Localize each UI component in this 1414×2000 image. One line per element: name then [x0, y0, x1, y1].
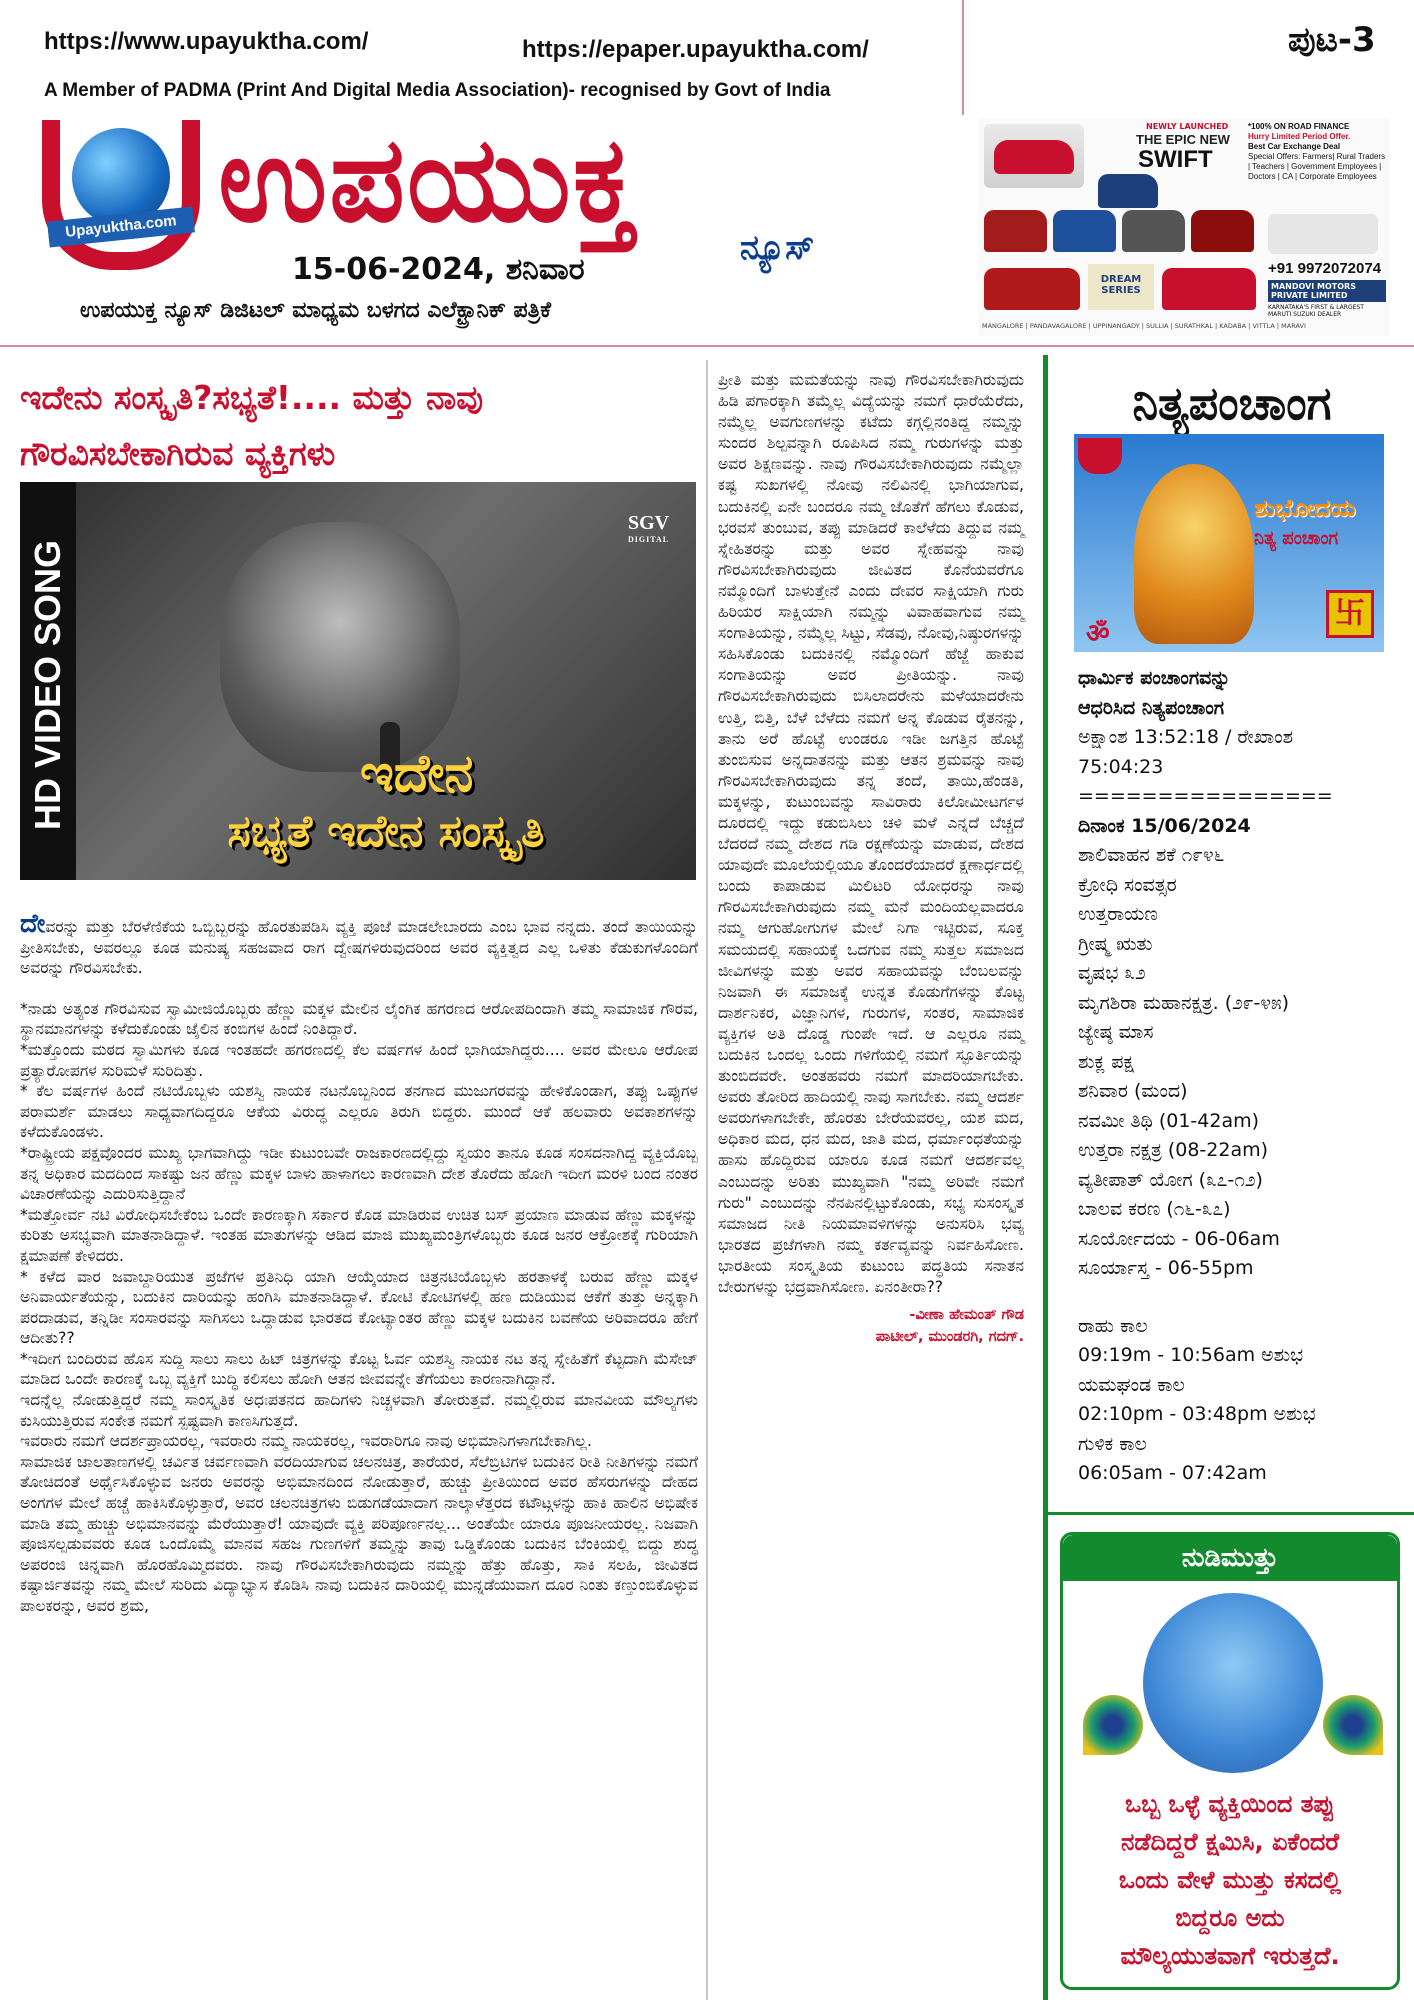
- quote-line-1: ಒಬ್ಬ ಒಳ್ಳೆ ವ್ಯಕ್ತಿಯಿಂದ ತಪ್ಪು: [1125, 1790, 1335, 1818]
- panchanga-subtitle-1: ಧಾರ್ಮಿಕ ಪಂಚಾಂಗವನ್ನು: [1078, 667, 1231, 689]
- yamaghanda-label: ಯಮಘಂಡ ಕಾಲ: [1078, 1373, 1185, 1396]
- paragraph-3: *ಮತ್ತೊಂದು ಮಠದ ಸ್ವಾಮಿಗಳು ಕೂಡ ಇಂತಹದೇ ಹಗರಣದಲ್ಲಿ ಕೆಲ ವರ್ಷಗಳ ಹಿಂದೆ ಭಾಗಿಯಾಗಿದ್ದರು.... ಅವರ ಮೇಲೂ ಆರೋಪ ಪ್ರತ್ಯಾರೋಪಗಳ ಸುರಿಮಳೆ ಸುರಿದಿತ್ತು.: [20, 1040, 698, 1080]
- gulika-time: 06:05am - 07:42am: [1078, 1462, 1267, 1484]
- ad-offer-2: Hurry Limited Period Offer.: [1248, 132, 1351, 141]
- ad-dealer: MANDOVI MOTORS PRIVATE LIMITED: [1268, 280, 1386, 302]
- singer-figure: [220, 522, 460, 772]
- panchanga-gap: [1078, 1284, 1398, 1312]
- car-image-red: [984, 124, 1084, 188]
- panchanga-line-1: ಶಾಲಿವಾಹನ ಶಕೆ ೧೯೪೬: [1078, 844, 1225, 866]
- sgv-logo-text: SGV: [628, 512, 670, 534]
- gulika-label: ಗುಳಿಕ ಕಾಲ: [1078, 1432, 1147, 1455]
- quote-header: ನುಡಿಮುತ್ತು: [1063, 1535, 1397, 1581]
- car-image-red-3: [1162, 268, 1256, 310]
- panchanga-line-15: ಸೂರ್ಯಾಸ್ತ - 06-55pm: [1078, 1257, 1254, 1279]
- ad-dealer-sub: KARNATAKA'S FIRST & LARGEST MARUTI SUZUKI DEALER: [1268, 304, 1364, 318]
- header-rule: [0, 345, 1414, 347]
- author-signature: [718, 1304, 1024, 1348]
- quote-text: [1063, 1785, 1397, 1975]
- panchanga-title: ನಿತ್ಯಪಂಚಾಂಗ: [1132, 376, 1332, 430]
- author-place: ಪಾಟೀಲ್, ಮುಂಡರಗಿ, ಗದಗ್.: [875, 1329, 1024, 1346]
- issue-date: 15-06-2024, ಶನಿವಾರ: [292, 252, 585, 287]
- paragraph-spacer: [20, 979, 698, 999]
- panchanga-line-14: ಸೂರ್ಯೋದಯ - 06-06am: [1078, 1227, 1280, 1250]
- sgv-logo: [628, 512, 669, 544]
- panchanga-line-8: ಶುಕ್ಲ ಪಕ್ಷ: [1078, 1050, 1134, 1073]
- om-icon: ॐ: [1086, 619, 1110, 649]
- ad-phone[interactable]: +91 9972072074: [1268, 260, 1382, 277]
- paragraph-11: ಸಾಮಾಜಿಕ ಜಾಲತಾಣಗಳಲ್ಲಿ ಚರ್ವಿತ ಚರ್ವಣವಾಗಿ ವರದಿಯಾಗುವ ಚಲನಚಿತ್ರ, ತಾರೆಯರ, ಸೆಲೆಬ್ರಿಟಿಗಳ ಬದುಕಿನ ರೀತಿ ನೀತಿಗಳನ್ನು ನಮಗೆ ತೋಚಿದಂತೆ ಅರ್ಥೈಸಿಕೊಳ್ಳುವ ಜನರು ಅವರನ್ನು ಅಭಿಮಾನದಿಂದ ನೋಡುತ್ತಾರೆ, ಹುಚ್ಚು ಪ್ರೀತಿಯಿಂದ ಅವರ ಹೆಸರುಗಳನ್ನು ದೇಹದ ಅಂಗಗಳ ಮೇಲೆ ಹಚ್ಚೆ ಹಾಕಿಸಿಕೊಳ್ಳುತ್ತಾರೆ, ಅವರ ಚಲನಚಿತ್ರಗಳು ಬಿಡುಗಡೆಯಾದಾಗ ನಾಲ್ಕಾಳೆತ್ತರದ ಕಟೌಟ್ಗಳನ್ನು ಹಾಕಿ ಹಾಲಿನ ಅಭಿಷೇಕ ಮಾಡಿ ತಮ್ಮ ಹುಚ್ಚು ಅಭಿಮಾನವನ್ನು ಮೆರೆಯುತ್ತಾರೆ! ಯಾವುದೇ ವ್ಯಕ್ತಿ ಪರಿಪೂರ್ಣನಲ್ಲ... ಅಂತೆಯೇ ಯಾರೂ ಪೂಜನೀಯರಲ್ಲ. ನಿಜವಾಗಿ ಪೂಜಿಸಲ್ಪಡುವವರು ಕೂಡ ಒಂದೊಮ್ಮೆ ಮಾನವ ಸಹಜ ಗುಣಗಳಿಗೆ ತಮ್ಮನ್ನು ತಾವು ಒಡ್ಡಿಕೊಂಡು ಬದುಕಿನ ಬೆಂಕಿಯಲ್ಲಿ ಬಿದ್ದು ಶುದ್ಧ ಅಪರಂಜಿ ಚಿನ್ನವಾಗಿ ಹೊರಹೊಮ್ಮಿದವರು. ನಾವು ಗೌರವಿಸಬೇಕಾಗಿರುವುದು ನಮ್ಮನ್ನು ಹೆತ್ತು ಹೊತ್ತು, ಸಾಕಿ ಸಲಹಿ, ಜೀವಿತದ ಕಷ್ಟಾರ್ಜಿತವನ್ನು ನಮ್ಮ ಮೇಲೆ ಸುರಿದು ವಿದ್ಯಾಭ್ಯಾಸ ಕೊಡಿಸಿ ನಾವು ಬದುಕಿನ ದಾರಿಯಲ್ಲಿ ಮುನ್ನಡೆಯುವಾಗ ದೂರ ನಿಂತು ಕಣ್ತುಂಬಿಕೊಳ್ಳುವ ಪಾಲಕರನ್ನು, ಅವರ ಶ್ರಮ,: [20, 1452, 698, 1615]
- paragraph-7: * ಕಳೆದ ವಾರ ಜವಾಬ್ದಾರಿಯುತ ಪ್ರಜೆಗಳ ಪ್ರತಿನಿಧಿ ಯಾಗಿ ಆಯ್ಕೆಯಾದ ಚಿತ್ರನಟಿಯೊಬ್ಬಳು ಹರತಾಳಕ್ಕೆ ಬರುವ ಹೆಣ್ಣು ಮಕ್ಕಳ ಅನಿವಾರ್ಯತೆಯನ್ನು, ಬದುಕಿನ ದಾರಿಯನ್ನು ಹಂಗಿಸಿ ಮಾತನಾಡಿದ್ದಾಳೆ. ಕೋಟಿ ಕೋಟಿಗಳಲ್ಲಿ ಹಣ ದುಡಿಯುವ ಆಕೆಗೆ ತುತ್ತು ಅನ್ನಕ್ಕಾಗಿ ಪರದಾಡುವ, ತನ್ನಿಡೀ ಸಂಸಾರವನ್ನು ಸಾಗಿಸಲು ಒದ್ದಾಡುವ ಭಾರತದ ಕೋಟ್ಯಾಂತರ ಹೆಣ್ಣು ಮಕ್ಕಳ ಬದುಕಿನ ಬವಣೆಯ ಅರಿವಾದರೂ ಹೇಗೆ ಆದೀತು??: [20, 1267, 698, 1348]
- quote-line-3: ಒಂದು ವೇಳೆ ಮುತ್ತು ಕಸದಲ್ಲಿ: [1118, 1866, 1342, 1894]
- panchanga-banner: [1074, 434, 1384, 652]
- hd-video-song-label: HD VIDEO SONG: [27, 539, 68, 831]
- panchanga-coords-1: ಅಕ್ಷಾಂಶ 13:52:18 / ರೇಖಾಂಶ: [1078, 726, 1294, 748]
- paragraph-5: *ರಾಷ್ಟ್ರೀಯ ಪಕ್ಷವೊಂದರ ಮುಖ್ಯ ಭಾಗವಾಗಿದ್ದು ಇಡೀ ಕುಟುಂಬವೇ ರಾಜಕಾರಣದಲ್ಲಿದ್ದು ಸ್ವಯಂ ತಾನೂ ಕೂಡ ಸಂಸದನಾಗಿದ್ದ ವ್ಯಕ್ತಿಯೊಬ್ಬ ತನ್ನ ಅಧಿಕಾರ ಮದದಿಂದ ಸಾಕಷ್ಟು ಜನ ಹೆಣ್ಣು ಮಕ್ಕಳ ಬಾಳು ಹಾಳಾಗಲು ಕಾರಣವಾಗಿ ದೇಶ ತೊರೆದು ಹೋಗಿ ಇದೀಗ ಮರಳಿ ಬಂದ ನಂತರ ವಿಚಾರಣೆಯನ್ನು ಎದುರಿಸುತ್ತಿದ್ದಾನೆ: [20, 1143, 698, 1204]
- masthead-subtitle: ನ್ಯೂಸ್: [740, 228, 815, 268]
- panchanga-coords-2: 75:04:23: [1078, 755, 1164, 778]
- quote-box: [1060, 1532, 1400, 1990]
- article-title: [20, 370, 710, 482]
- ad-offer-1: *100% ON ROAD FINANCE: [1248, 122, 1350, 131]
- masthead-title: ಉಪಯುಕ್ತ: [218, 110, 638, 248]
- website-url[interactable]: https://www.upayuktha.com/: [44, 28, 369, 55]
- sidebar-rule: [1048, 1512, 1414, 1515]
- paragraph-2: *ನಾಡು ಅತ್ಯಂತ ಗೌರವಿಸುವ ಸ್ವಾಮೀಜಿಯೊಬ್ಬರು ಹೆಣ್ಣು ಮಕ್ಕಳ ಮೇಲಿನ ಲೈಂಗಿಕ ಹಗರಣದ ಆರೋಪದಿಂದಾಗಿ ತಮ್ಮ ಸಾಮಾಜಿಕ ಗೌರವ, ಸ್ಥಾನಮಾನಗಳನ್ನು ಕಳೆದುಕೊಂಡು ಜೈಲಿನ ಕಂಬಿಗಳ ಹಿಂದೆ ನಿಂತಿದ್ದಾರೆ.: [20, 999, 698, 1039]
- panchanga-line-7: ಜ್ಯೇಷ್ಠ ಮಾಸ: [1078, 1021, 1154, 1043]
- ad-offer-4: Special Offers: Farmers| Rural Traders | Teachers | Government Employees | Doctors | CA | Corporate Employees: [1248, 152, 1386, 181]
- panchanga-line-4: ಗ್ರೀಷ್ಮ ಋತು: [1078, 932, 1153, 955]
- panchanga-line-11: ಉತ್ತರಾ ನಕ್ಷತ್ರ (08-22am): [1078, 1139, 1269, 1161]
- panchanga-line-12: ವ್ಯತೀಪಾತ್ ಯೋಗ (೩೭-೧೨): [1078, 1168, 1263, 1191]
- car-image-blue: [1098, 174, 1158, 208]
- ad-launch-title: THE EPIC NEW: [1136, 132, 1230, 147]
- panchanga-line-5: ವೃಷಭ ೩೨: [1078, 962, 1146, 984]
- paragraph-10: ಇವರಾರು ನಮಗೆ ಆದರ್ಶಪ್ರಾಯರಲ್ಲ, ಇವರಾರು ನಮ್ಮ ನಾಯಕರಲ್ಲ, ಇವರಾರಿಗೂ ನಾವು ಅಭಿಮಾನಿಗಳಾಗಬೇಕಾಗಿಲ್ಲ.: [20, 1432, 592, 1451]
- sgv-logo-sub: DIGITAL: [628, 535, 670, 544]
- yamaghanda-time: 02:10pm - 03:48pm ಅಶುಭ: [1078, 1403, 1316, 1425]
- paragraph-1: [20, 909, 698, 979]
- banner-logo-icon: [1078, 438, 1122, 474]
- peacock-feather-icon: [1083, 1695, 1143, 1755]
- car-row-1: [984, 210, 1254, 252]
- paragraph-8: *ಇದೀಗ ಬಂದಿರುವ ಹೊಸ ಸುದ್ದಿ ಸಾಲು ಸಾಲು ಹಿಟ್ ಚಿತ್ರಗಳನ್ನು ಕೊಟ್ಟ ಓರ್ವ ಯಶಸ್ವಿ ನಾಯಕ ನಟ ತನ್ನ ಸ್ನೇಹಿತೆಗೆ ಕೆಟ್ಟದಾಗಿ ಮೆಸೇಜ್ ಮಾಡಿದ ಒಂದೇ ಕಾರಣಕ್ಕೆ ಒಬ್ಬ ವ್ಯಕ್ತಿಗೆ ಬುದ್ಧಿ ಕಲಿಸಲು ಹೋಗಿ ಆತನ ಜೀವವನ್ನೇ ತೆಗೆಯಲು ಕಾರಣನಾಗಿದ್ದಾನೆ.: [20, 1349, 698, 1389]
- ad-offer-3: Best Car Exchange Deal: [1248, 142, 1341, 151]
- panchanga-line-2: ಕ್ರೋಧಿ ಸಂವತ್ಸರ: [1078, 873, 1177, 896]
- panchanga-line-9: ಶನಿವಾರ (ಮಂದ): [1078, 1080, 1188, 1102]
- video-caption-line-2: ಸಭ್ಯತೆ ಇದೇನ ಸಂಸ್ಕೃತಿ: [227, 806, 545, 857]
- epaper-url[interactable]: https://epaper.upayuktha.com/: [522, 36, 869, 63]
- article-right-column: [718, 370, 1024, 1348]
- panchanga-line-6: ಮೃಗಶಿರಾ ಮಹಾನಕ್ಷತ್ರ. (೨೯-೪೫): [1078, 991, 1289, 1014]
- rahu-kala-label: ರಾಹು ಕಾಲ: [1078, 1314, 1148, 1337]
- panchanga-line-10: ನವಮೀ ತಿಥಿ (01-42am): [1078, 1109, 1260, 1132]
- paragraph-4: * ಕೆಲ ವರ್ಷಗಳ ಹಿಂದೆ ನಟಿಯೊಬ್ಬಳು ಯಶಸ್ವಿ ನಾಯಕ ನಟನೊಬ್ಬನಿಂದ ತನಗಾದ ಮುಜುಗರವನ್ನು ಹೇಳಿಕೊಂಡಾಗ, ತಪ್ಪು ಒಪ್ಪುಗಳ ಪರಾಮರ್ಶೆ ಮಾಡಲು ಸಾಧ್ಯವಾಗದಿದ್ದರೂ ಆಕೆಯ ವಿರುದ್ಧ ಎಲ್ಲರೂ ತಿರುಗಿ ಬಿದ್ದರು. ಮುಂದೆ ಆಕೆ ಹಲವಾರು ಅವಕಾಶಗಳನ್ನು ಕಳೆದುಕೊಂಡಳು.: [20, 1082, 698, 1142]
- car-advertisement[interactable]: [978, 118, 1390, 336]
- logo-text: Upayuktha.com: [47, 206, 195, 247]
- continued-text: ಪ್ರೀತಿ ಮತ್ತು ಮಮತೆಯನ್ನು ನಾವು ಗೌರವಿಸಬೇಕಾಗಿರುವುದು ಹಿಡಿ ಪಗಾರಕ್ಕಾಗಿ ತಮ್ಮೆಲ್ಲ ವಿದ್ಯೆಯನ್ನು ನಮಗೆ ಧಾರೆಯೆರೆದು, ನಮ್ಮೆಲ್ಲ ಅವಗುಣಗಳನ್ನು ಕಟೆದು ಕಗ್ಗಲ್ಲಿನಂತಿದ್ದ ನಮ್ಮನ್ನು ಸುಂದರ ಶಿಲ್ಪವನ್ನಾಗಿ ರೂಪಿಸಿದ ನಮ್ಮ ಗುರುಗಳನ್ನು ಮತ್ತು ಅವರ ಶಿಕ್ಷಣವನ್ನು. ನಾವು ಗೌರವಿಸಬೇಕಾಗಿರುವುದು ನಮ್ಮೆಲ್ಲಾ ಕಷ್ಟ ಸುಖಗಳಲ್ಲಿ ನೋವು ನಲಿವಿನಲ್ಲಿ ಭಾಗಿಯಾಗುವ, ಬದುಕಿನಲ್ಲಿ ಏನೇ ಬಂದರೂ ನಮ್ಮ ಜೊತೆಗೆ ಹೆಗಲು ಕೊಡುವ, ಭರವಸೆ ತುಂಬುವ, ತಪ್ಪು ಮಾಡಿದರೆ ಕಾಲೆಳೆದು ತಿದ್ದುವ ನಮ್ಮ ಸ್ನೇಹಿತರನ್ನು ಮತ್ತು ಅವರ ಸ್ನೇಹವನ್ನು ನಾವು ಗೌರವಿಸಬೇಕಾಗಿರುವುದು ಜೀವಿತದ ಕೊನೆಯವರೆಗೂ ನಮ್ಮೊಂದಿಗೆ ಬಾಳುತ್ತೇನೆ ಎಂದು ದೇವರ ಸಾಕ್ಷಿಯಾಗಿ ಗುರು ಹಿರಿಯರ ಸಾಕ್ಷಿಯಾಗಿ ನಮ್ಮನ್ನು ವಿವಾಹವಾಗುವ ನಮ್ಮ ಸಂಗಾತಿಯನ್ನು, ನಮ್ಮೆಲ್ಲ ಸಿಟ್ಟು, ಸೆಡವು, ನೋವು,ನಿಷ್ಠುರಗಳನ್ನು ಸಹಿಸಿಕೊಂಡು ಬದುಕಿನಲ್ಲಿ ನಮ್ಮೊಂದಿಗೆ ಹೆಜ್ಜೆ ಹಾಕುವ ಸಂಗಾತಿಯನ್ನು ಅವರ ಪ್ರೀತಿಯನ್ನು. ನಾವು ಗೌರವಿಸಬೇಕಾಗಿರುವುದು ಬಿಸಿಲಾದರೇನು ಮಳೆಯಾದರೇನು ಉತ್ತಿ, ಬಿತ್ತಿ, ಬೆಳೆ ಬೆಳೆದು ನಮಗೆ ಅನ್ನ ಕೊಡುವ ರೈತನನ್ನು, ತಾನು ಅರೆ ಹೊಟ್ಟೆ ಉಂಡರೂ ಇಡೀ ಜಗತ್ತಿನ ಹೊಟ್ಟೆ ತುಂಬಿಸುವ ಅನ್ನದಾತನನ್ನು ಮತ್ತು ಆತನ ಶ್ರಮವನ್ನು ನಾವು ಗೌರವಿಸಬೇಕಾಗಿರುವುದು ತನ್ನ ತಂದೆ, ತಾಯಿ,ಹೆಂಡತಿ, ಮಕ್ಕಳನ್ನು, ಕುಟುಂಬವನ್ನು ಸಾವಿರಾರು ಕಿಲೋಮೀಟರ್ಗಳ ದೂರದಲ್ಲಿ ಇದ್ದು ಕಡುಬಿಸಿಲು ಚಳಿ ಮಳೆ ಎನ್ನದೆ ಬೆಚ್ಚದೆ ಬೆದರದೆ ನಮ್ಮ ದೇಶದ ಗಡಿ ರಕ್ಷಣೆಯನ್ನು ಮಾಡುವ, ದೇಶದ ಯಾವುದೇ ಮೂಲೆಯಲ್ಲಿಯೂ ತೊಂದರೆಯಾದರೆ ಕ್ಷಣಾರ್ಧದಲ್ಲಿ ಬಂದು ಕಾಪಾಡುವ ಮಿಲಿಟರಿ ಯೋಧರನ್ನು ನಾವು ಗೌರವಿಸಬೇಕಾಗಿರುವುದು ನಮ್ಮ ಮನೆ ಮಂದಿಯಲ್ಲವಾದರೂ ನಮ್ಮ ಆಗುಹೋಗುಗಳ ಮೇಲೆ ನಿಗಾ ಇಟ್ಟಿರುವ, ಸೂಕ್ತ ಸಮಯದಲ್ಲಿ ಸಹಾಯಕ್ಕೆ ಒದಗುವ ನಮ್ಮ ಸುತ್ತಲ ಸಮಾಜದ ಜೀವಿಗಳನ್ನು ಮತ್ತು ಅವರ ಸಹಾಯವನ್ನು ಬೆಂಬಲವನ್ನು ನಿಜವಾಗಿ ಈ ಸಮಾಜಕ್ಕೆ ಉನ್ನತ ಕೊಡುಗೆಗಳನ್ನು ಕೊಟ್ಟ ದಾರ್ಶನಿಕರ, ವಿಜ್ಞಾನಿಗಳ, ಗುರುಗಳ, ಸಂತರ, ಸಾಮಾಜಿಕ ವ್ಯಕ್ತಿಗಳ ಅತಿ ದೊಡ್ಡ ಗುಂಪೇ ಇದೆ. ಆ ಎಲ್ಲರೂ ನಮ್ಮ ಬದುಕಿನ ಒಂದಲ್ಲ ಒಂದು ಗಳಿಗೆಯಲ್ಲಿ ನಮಗೆ ಸ್ಫೂರ್ತಿಯನ್ನು ತುಂಬಿದವರೇ. ಅಂತಹವರು ನಮಗೆ ಮಾದರಿಯಾಗಬೇಕು. ಅವರು ತೋರಿದ ಹಾದಿಯಲ್ಲಿ ನಾವು ಸಾಗಬೇಕು. ನಮ್ಮ ಆದರ್ಶ ಅವರುಗಳಾಗಬೇಕೇ, ಹೊರತು ಬೇರೆಯವರಲ್ಲ, ಯಶ ಮದ, ಅಧಿಕಾರ ಮದ, ಧನ ಮದ, ಜಾತಿ ಮದ, ಧರ್ಮಾಂಧತೆಯನ್ನು ಹಾಸು ಹೊದ್ದಿರುವ ಯಾರೂ ಕೂಡ ನಮಗೆ ಆದರ್ಶವಲ್ಲ ಎಂಬುದನ್ನು ಅರಿತು ಮುಖ್ಯವಾಗಿ "ನಮ್ಮ ಅರಿವೇ ನಮಗೆ ಗುರು" ಎಂಬುದನ್ನು ನೆನಪಿನಲ್ಲಿಟ್ಟುಕೊಂಡು, ಸಭ್ಯ ಸುಸಂಸ್ಕೃತ ಸಮಾಜದ ನೀತಿ ನಿಯಮಾವಳಿಗಳನ್ನು ಅನುಸರಿಸಿ ಭವ್ಯ ಭಾರತದ ಪ್ರಜೆಗಳಾಗಿ ನಮ್ಮ ಕರ್ತವ್ಯವನ್ನು ನಿರ್ವಹಿಸೋಣ. ಭಾರತೀಯ ಸಂಸ್ಕೃತಿಯ ಕುಟುಂಬ ಪದ್ಧತಿಯ ಸನಾತನ ಬೇರುಗಳನ್ನು ಭದ್ರವಾಗಿಸೋಣ. ಏನಂತೀರಾ??: [718, 371, 1024, 1297]
- ad-dream-series: DREAM SERIES: [1088, 264, 1154, 310]
- drop-cap: ದೇ: [20, 909, 46, 939]
- article-title-line-2: ಗೌರವಿಸಬೇಕಾಗಿರುವ ವ್ಯಕ್ತಿಗಳು: [20, 434, 336, 473]
- article-image: [20, 482, 696, 880]
- upayuktha-logo: [42, 120, 200, 270]
- swastika-icon: 卐: [1326, 590, 1374, 638]
- banner-subtitle: ನಿತ್ಯ ಪಂಚಾಂಗ: [1254, 528, 1339, 549]
- page-number: ಪುಟ-3: [1288, 20, 1376, 60]
- tagline: ಉಪಯುಕ್ತ ನ್ಯೂಸ್ ಡಿಜಿಟಲ್ ಮಾಧ್ಯಮ ಬಳಗದ ಎಲೆಕ್ಟ್ರಾನಿಕ್ ಪತ್ರಿಕೆ: [80, 298, 551, 323]
- panchanga-separator: ================: [1078, 785, 1333, 807]
- ad-locations: MANGALORE | PANDAVAGALORE | UPPINANGADY | SULLIA | SURATHKAL | KADABA | VITTLA | MARAVI: [982, 322, 1306, 330]
- member-line: A Member of PADMA (Print And Digital Media Association)- recognised by Govt of India: [44, 80, 831, 101]
- ganesha-image: [1134, 464, 1254, 644]
- paragraph-6: *ಮತ್ತೋರ್ವ ನಟಿ ವಿರೋಧಿಸಬೇಕೆಂಬ ಒಂದೇ ಕಾರಣಕ್ಕಾಗಿ ಸರ್ಕಾರ ಕೊಡ ಮಾಡಿರುವ ಉಚಿತ ಬಸ್ ಪ್ರಯಾಣ ಮಾಡುವ ಹೆಣ್ಣು ಮಕ್ಕಳನ್ನು ಕುರಿತು ಅಸಭ್ಯವಾಗಿ ಮಾತನಾಡಿದ್ದಾಳೆ. ಇಂತಹ ಮಾತುಗಳನ್ನು ಆಡಿದ ಮಾಜಿ ಮುಖ್ಯಮಂತ್ರಿಗಳೊಬ್ಬರು ಕೂಡ ಜನರ ಆಕ್ರೋಶಕ್ಕೆ ಗುರಿಯಾಗಿ ಕ್ಷಮಾಪಣೆ ಕೇಳಿದರು.: [20, 1205, 698, 1265]
- author-name: -ವೀಣಾ ಹೇಮಂತ್ ಗೌಡ: [909, 1307, 1024, 1324]
- panchanga-line-13: ಬಾಲವ ಕರಣ (೧೬-೩೭): [1078, 1198, 1231, 1220]
- rahu-kala-time: 09:19m - 10:56am ಅಶುಭ: [1078, 1344, 1304, 1366]
- banner-greeting: ಶುಭೋದಯ: [1254, 494, 1356, 522]
- quote-line-4: ಬಿದ್ದರೂ ಅದು: [1175, 1904, 1285, 1932]
- ad-model: SWIFT: [1138, 146, 1213, 173]
- peacock-feather-icon-2: [1323, 1695, 1383, 1755]
- article-title-line-1: ಇದೇನು ಸಂಸ್ಕೃತಿ?ಸಭ್ಯತೆ!.... ಮತ್ತು ನಾವು: [20, 378, 484, 417]
- quote-line-2: ನಡೆದಿದ್ದರೆ ಕ್ಷಮಿಸಿ, ಏಕೆಂದರೆ: [1121, 1828, 1339, 1856]
- ad-launch-small: NEWLY LAUNCHED: [1146, 122, 1229, 131]
- car-image-red-2: [984, 268, 1080, 310]
- video-caption-line-1: ಇದೇನ: [360, 744, 474, 804]
- car-image-van: [1268, 214, 1378, 254]
- panchanga-details: [1078, 664, 1398, 1489]
- header-divider: [962, 0, 964, 115]
- panchanga-subtitle-2: ಆಧರಿಸಿದ ನಿತ್ಯಪಂಚಾಂಗ: [1078, 696, 1225, 719]
- ad-offers: [1248, 122, 1388, 182]
- panchanga-date: ದಿನಾಂಕ 15/06/2024: [1078, 814, 1251, 837]
- paragraph-1-text: ವರನ್ನು ಮತ್ತು ಬೆರಳೆಣಿಕೆಯ ಒಬ್ಬಿಬ್ಬರನ್ನು ಹೊರತುಪಡಿಸಿ ವ್ಯಕ್ತಿ ಪೂಜೆ ಮಾಡಲೇಬಾರದು ಎಂಬ ಭಾವ ನನ್ನದು. ತಂದೆ ತಾಯಿಯನ್ನು ಪ್ರೀತಿಸಬೇಕು, ಅವರಲ್ಲೂ ಕೂಡ ಮನುಷ್ಯ ಸಹಜವಾದ ರಾಗ ದ್ವೇಷಗಳಿರುವುದರಿಂದ ಅವರ ವ್ಯಕ್ತಿತ್ವದ ಎಲ್ಲ ಒಳಿತು ಕೆಡುಕುಗಳೊಂದಿಗೆ ಅವರನ್ನು ಗೌರವಿಸಬೇಕು.: [20, 918, 698, 978]
- article-left-column: [20, 909, 698, 1617]
- quote-line-5: ಮೌಲ್ಯಯುತವಾಗೆ ಇರುತ್ತದೆ.: [1120, 1942, 1340, 1970]
- panchanga-line-3: ಉತ್ತರಾಯಣ: [1078, 903, 1158, 925]
- krishna-image: [1143, 1593, 1323, 1773]
- sidebar-divider: [1043, 355, 1048, 2000]
- column-divider: [706, 360, 708, 2000]
- paragraph-9: ಇದನ್ನೆಲ್ಲ ನೋಡುತ್ತಿದ್ದರೆ ನಮ್ಮ ಸಾಂಸ್ಕೃತಿಕ ಅಧಃಪತನದ ಹಾದಿಗಳು ನಿಚ್ಚಳವಾಗಿ ತೋರುತ್ತವೆ. ನಮ್ಮಲ್ಲಿರುವ ಮಾನವೀಯ ಮೌಲ್ಯಗಳು ಕುಸಿಯುತ್ತಿರುವ ಸಂಕೇತ ನಮಗೆ ಸ್ಪಷ್ಟವಾಗಿ ಕಾಣಸಿಗುತ್ತದೆ.: [20, 1391, 698, 1430]
